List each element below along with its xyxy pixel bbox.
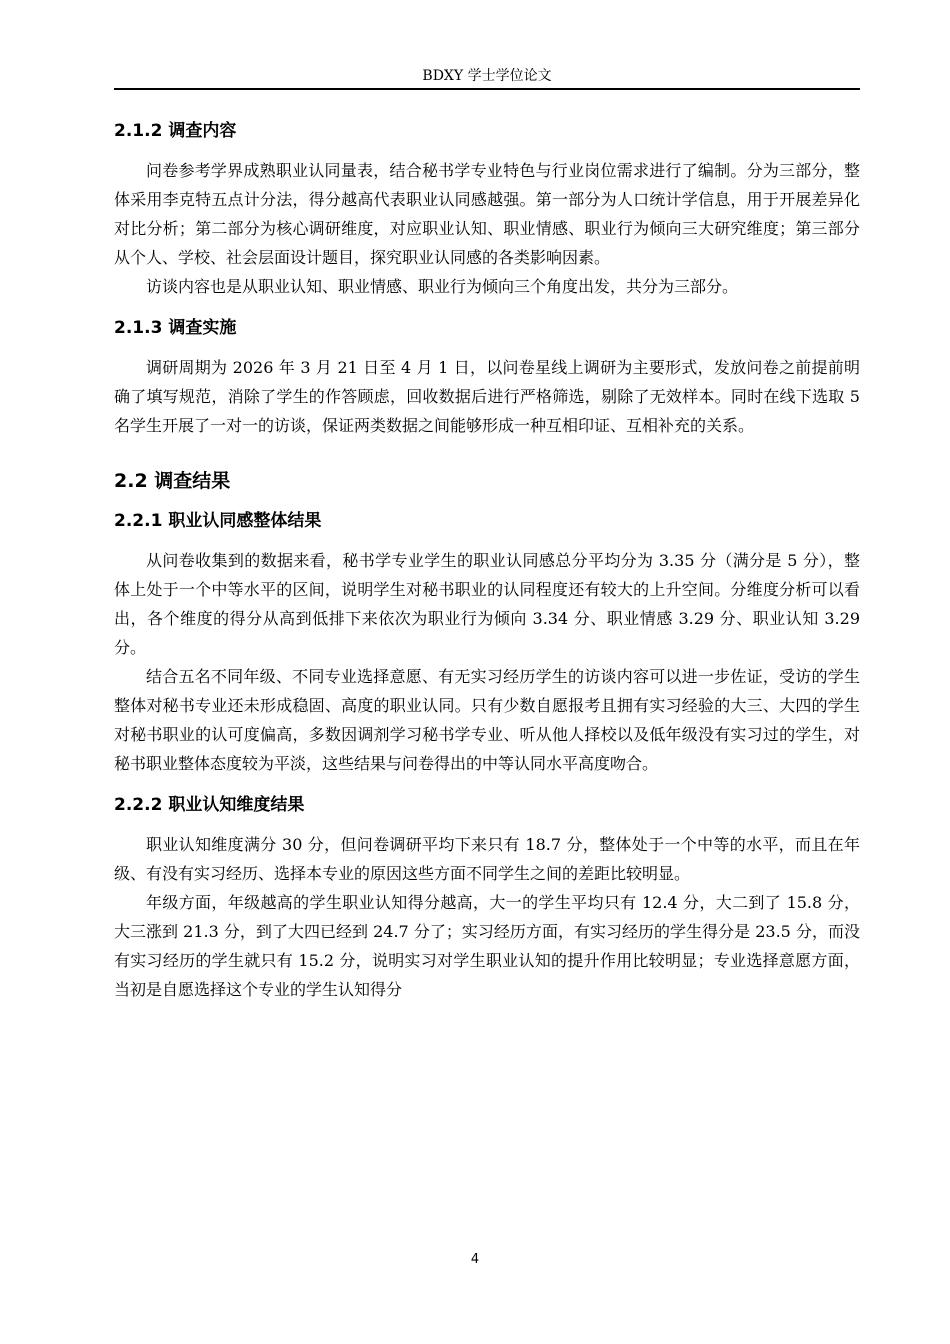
header-divider [114,88,860,90]
section-heading-2-1-3: 2.1.3 调查实施 [114,318,237,338]
paragraph: 问卷参考学界成熟职业认同量表，结合秘书学专业特色与行业岗位需求进行了编制。分为三部分，整体采用李克特五点计分法，得分越高代表职业认同感越强。第一部分为人口统计学信息，用于开展差异化对比分析；第二部分为核心调研维度，对应职业认知、职业情感、职业行为倾向三大研究维度；第三部分从个人、学校、社会层面设计题目，探究职业认同感的各类影响因素。 [114,161,860,267]
paragraph: 职业认知维度满分 30 分，但问卷调研平均下来只有 18.7 分，整体处于一个中等的水平，而且在年级、有没有实习经历、选择本专业的原因这些方面不同学生之间的差距比较明显。 [114,835,860,883]
paragraph: 结合五名不同年级、不同专业选择意愿、有无实习经历学生的访谈内容可以进一步佐证，受访的学生整体对秘书专业还未形成稳固、高度的职业认同。只有少数自愿报考且拥有实习经验的大三、大四的学生对秘书职业的认可度偏高，多数因调剂学习秘书学专业、听从他人择校以及低年级没有实习过的学生，对秘书职业整体态度较为平淡，这些结果与问卷得出的中等认同水平高度吻合。 [114,667,860,773]
section-heading-2-2-2: 2.2.2 职业认知维度结果 [114,795,305,815]
paragraph: 从问卷收集到的数据来看，秘书学专业学生的职业认同感总分平均分为 3.35 分（满分是 5 分），整体上处于一个中等水平的区间，说明学生对秘书职业的认同程度还有较大的上升空间。分维度分析可以看出，各个维度的得分从高到低排下来依次为职业行为倾向 3.34 分、职业情感 3.29 分、职业认知 3.29 分。 [114,551,860,657]
paragraph: 调研周期为 2026 年 3 月 21 日至 4 月 1 日，以问卷星线上调研为主要形式，发放问卷之前提前明确了填写规范，消除了学生的作答顾虑，回收数据后进行严格筛选，剔除了无效样本。同时在线下选取 5 名学生开展了一对一的访谈，保证两类数据之间能够形成一种互相印证、互相补充的关系。 [114,358,860,435]
paragraph: 年级方面，年级越高的学生职业认知得分越高，大一的学生平均只有 12.4 分，大二到了 15.8 分，大三涨到 21.3 分，到了大四已经到 24.7 分了；实习经历方面，有实习经历的学生得分是 23.5 分，而没有实习经历的学生就只有 15.2 分，说明实习对学生职业认知的提升作用比较明显；专业选择意愿方面，当初是自愿选择这个专业的学生认知得分 [114,893,860,999]
page-content [114,118,860,1004]
page-number: 4 [470,1252,480,1267]
section-heading-2-1-2: 2.1.2 调查内容 [114,121,237,141]
paragraph: 访谈内容也是从职业认知、职业情感、职业行为倾向三个角度出发，共分为三部分。 [146,277,739,296]
section-heading-2-2: 2.2 调查结果 [114,470,231,492]
running-header: BDXY 学士学位论文 [422,68,552,84]
section-heading-2-2-1: 2.2.1 职业认同感整体结果 [114,511,322,531]
